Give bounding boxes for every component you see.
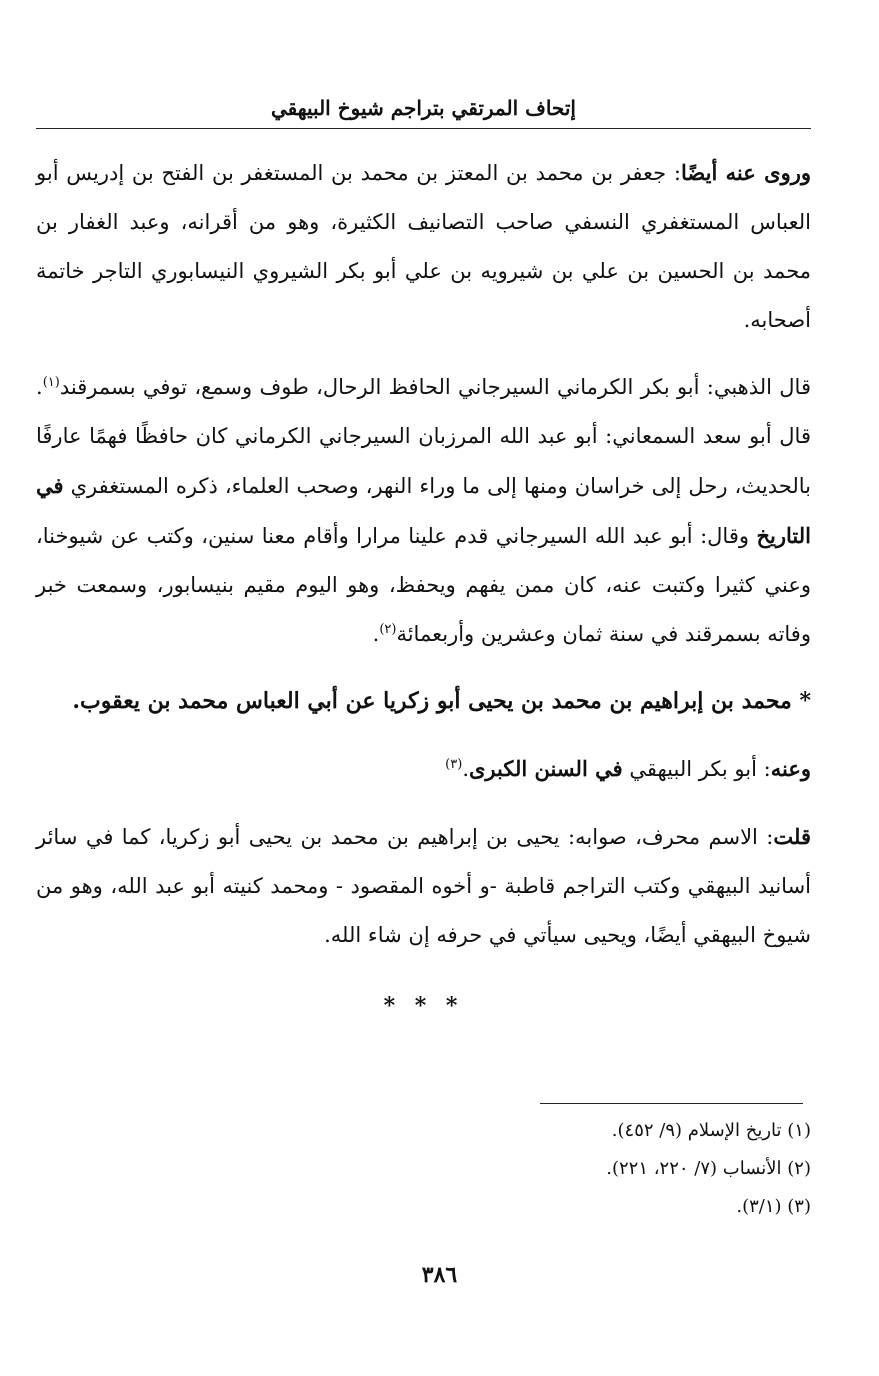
paragraph-text: : جعفر بن محمد بن المعتز بن محمد بن المستغفر بن الفتح بن إدريس أبو العباس المستغفري النسفي صاحب التصانيف الكثيرة، وهو من أقرانه، وعبد الغفار بن محمد بن الحسين بن علي بن شيرويه بن علي أبو بكر الشيروي النيسابوري التاجر خاتمة أصحابه. (36, 161, 811, 332)
main-text (36, 148, 811, 1031)
section-separator: * * * (383, 993, 464, 1019)
footnote-ref: (١) (42, 375, 60, 390)
lead-phrase: وروى عنه أيضًا (680, 160, 811, 185)
footnote: (٣) (٣/١). (736, 1196, 811, 1217)
paragraph-text: وقال: أبو عبد الله السيرجاني قدم علينا مرارا وأقام معنا سنين، وكتب عن شيوخنا، وعني كثيرا وكتبت عنه، كان ممن يفهم ويحفظ، وهو اليوم مقيم بنيسابور، وسمعت خبر وفاته بسمرقند في سنة ثمان وعشرين وأربعمائة (36, 524, 811, 646)
footnote: (١) تاريخ الإسلام (٩/ ٤٥٢). (611, 1120, 811, 1141)
running-head: إتحاف المرتقي بتراجم شيوخ البيهقي (36, 96, 811, 129)
paragraph-text: . قال أبو سعد السمعاني: أبو عبد الله المرزبان السيرجاني الكرماني كان حافظًا فهمًا عارفًا بالحديث، رحل إلى خراسان ومنها إلى ما وراء النهر، وصحب العلماء، ذكره المستغفري (36, 375, 811, 498)
paragraph-source (36, 744, 811, 794)
paragraph-text: قال الذهبي: أبو بكر الكرماني السيرجاني الحافظ الرحال، طوف وسمع، توفي بسمرقند (59, 375, 811, 399)
footnote-ref: (٢) (379, 622, 397, 637)
footnote-ref: (٣) (445, 757, 463, 772)
paragraph-text: : الاسم محرف، صوابه: يحيى بن إبراهيم بن محمد بن يحيى أبو زكريا، كما في سائر أسانيد البيهقي وكتب التراجم قاطبة -و أخوه المقصود - ومحمد كنيته أبو عبد الله، وهو من شيوخ البيهقي أيضًا، ويحيى سيأتي في حرفه إن شاء الله. (36, 825, 811, 947)
paragraph-narrators (36, 148, 811, 345)
book-title: في التاريخ (36, 473, 811, 548)
paragraph-text: : أبو بكر البيهقي (629, 757, 771, 781)
page-number: ٣٨٦ (421, 1262, 458, 1288)
footnotes (36, 1112, 811, 1226)
entry-heading: * محمد بن إبراهيم بن محمد بن يحيى أبو زكريا عن أبي العباس محمد بن يعقوب. (72, 688, 811, 714)
book-title: في السنن الكبرى (469, 756, 623, 781)
footnote: (٢) الأنساب (٧/ ٢٢٠، ٢٢١). (606, 1158, 811, 1179)
paragraph-text: . (462, 757, 469, 781)
lead-phrase: وعنه (770, 756, 811, 781)
paragraph-dhahabi (36, 363, 811, 659)
footnote-divider (540, 1103, 803, 1104)
paragraph-text: . (372, 622, 380, 646)
paragraph-correction (36, 812, 811, 960)
lead-phrase: قلت (773, 824, 811, 849)
